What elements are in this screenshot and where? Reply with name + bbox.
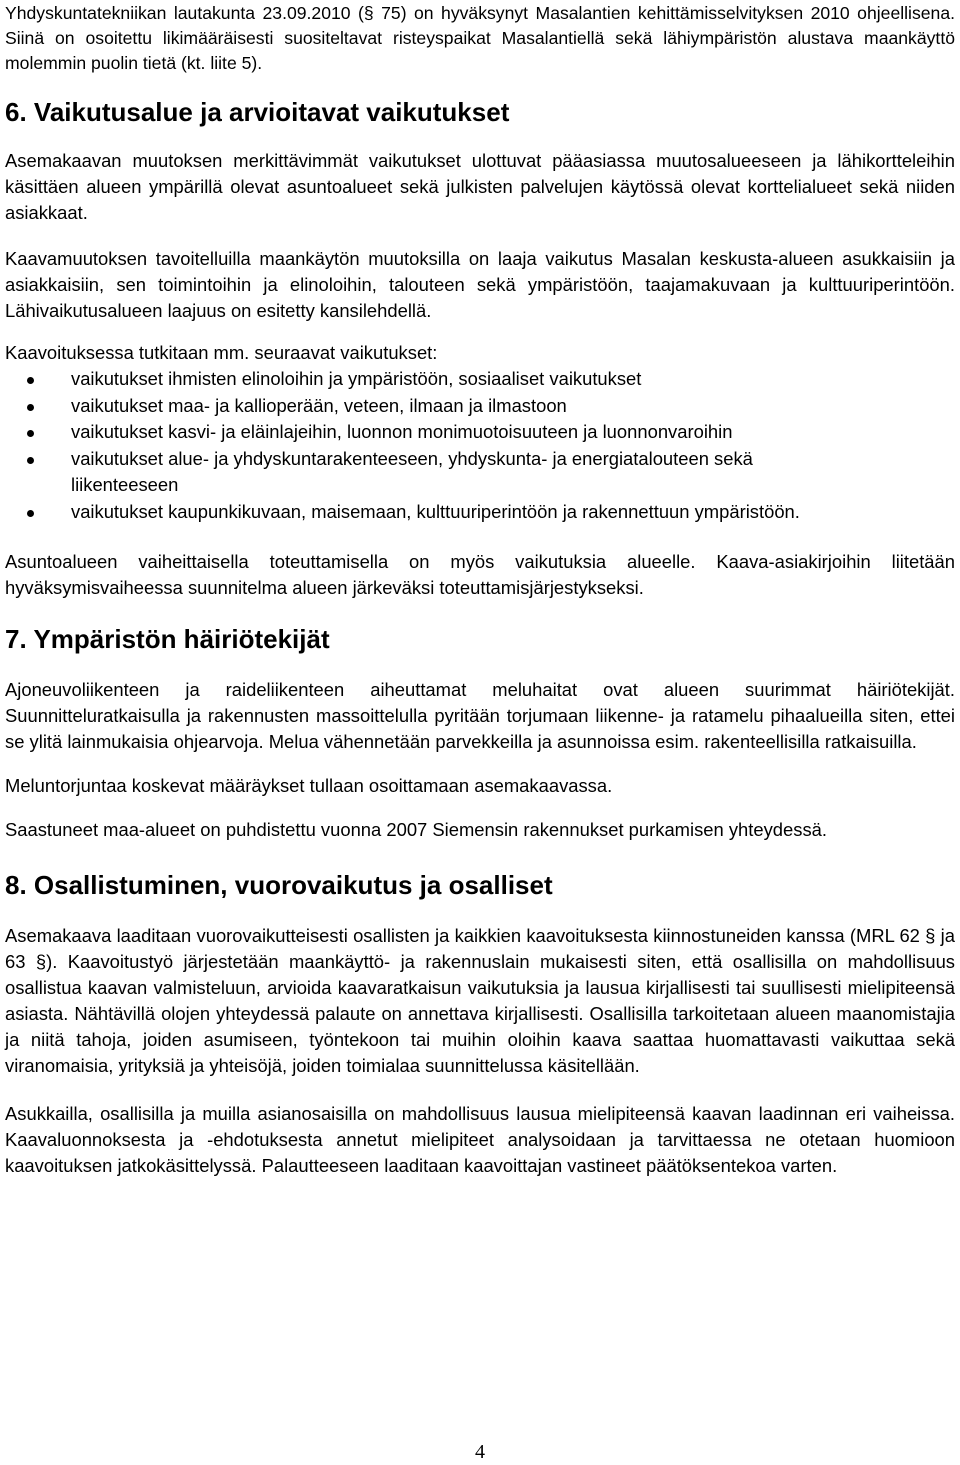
list-item <box>5 393 955 420</box>
section-7-paragraph-3: Saastuneet maa-alueet on puhdistettu vuonna 2007 Siemensin rakennukset purkamisen yhteydessä. <box>5 819 827 840</box>
list-item-text: vaikutukset alue- ja yhdyskuntarakenteeseen, yhdyskunta- ja energiatalouteen sekä liikenteeseen <box>71 447 753 495</box>
list-item-text: vaikutukset maa- ja kallioperään, veteen, ilmaan ja ilmastoon <box>71 394 567 416</box>
bullet-icon <box>27 457 34 464</box>
document-page <box>5 0 955 1179</box>
section-6-paragraph-3: Asuntoalueen vaiheittaisella toteuttamisella on myös vaikutuksia alueelle. Kaava-asiakirjoihin liitetään hyväksymisvaiheessa suunnitelma alueen järkeväksi toteuttamisjärjestykseksi. <box>5 551 955 598</box>
bullet-icon <box>27 510 34 517</box>
bullet-icon <box>27 430 34 437</box>
page-number: 4 <box>475 1441 485 1463</box>
section-7-heading: 7. Ympäristön häiriötekijät <box>5 624 330 654</box>
list-item <box>5 366 955 393</box>
section-6-list-intro: Kaavoituksessa tutkitaan mm. seuraavat vaikutukset: <box>5 342 438 363</box>
impact-list <box>5 366 955 525</box>
list-item-text: vaikutukset kaupunkikuvaan, maisemaan, kulttuuriperintöön ja rakennettuun ympäristöön. <box>71 500 800 522</box>
list-item <box>5 499 955 526</box>
section-6-heading: 6. Vaikutusalue ja arvioitavat vaikutukset <box>5 97 510 127</box>
section-8-paragraph-1: Asemakaava laaditaan vuorovaikutteisesti osallisten ja kaikkien kaavoituksesta kiinnostuneiden kanssa (MRL 62 § ja 63 §). Kaavoitustyö järjestetään maankäyttö- ja rakennuslain mukaisesti siten, että osallisilla on mahdollisuus osallistua kaavan valmisteluun, arvioida kaavaratkaisun vaikutuksia ja lausua kirjallisesti tai suullisesti mielipiteensä asiasta. Nähtävillä olojen yhteydessä palaute on annettava kirjallisesti. Osallisilla tarkoitetaan alueen maanomistajia ja niitä tahoja, joiden asumiseen, työntekoon tai muihin oloihin kaava saattaa huomattavasti vaikuttaa sekä viranomaisia, yrityksiä ja yhteisöjä, joiden toimialaa suunnittelussa käsitellään. <box>5 925 955 1076</box>
list-item-text: vaikutukset kasvi- ja eläinlajeihin, luonnon monimuotoisuuteen ja luonnonvaroihin <box>71 421 733 442</box>
section-7-paragraph-1: Ajoneuvoliikenteen ja raideliikenteen aiheuttamat meluhaitat ovat alueen suurimmat häiriötekijät. Suunnitteluratkaisulla ja rakennusten massoittelulla pyritään torjumaan liikenne- ja ratamelu pihaalueilla siten, ettei se ylitä lainmukaisia ohjearvoja. Melua vähennetään parvekkeilla ja asunnoissa esim. rakenteellisilla ratkaisuilla. <box>5 679 955 752</box>
section-8-heading: 8. Osallistuminen, vuorovaikutus ja osalliset <box>5 870 553 900</box>
bullet-icon <box>27 377 34 384</box>
list-item <box>5 446 955 499</box>
intro-paragraph: Yhdyskuntatekniikan lautakunta 23.09.2010 (§ 75) on hyväksynyt Masalantien kehittämisselvityksen 2010 ohjeellisena. Siinä on osoitettu likimääräisesti suositeltavat risteyspaikat Masalantiellä sekä lähiympäristön alustava maankäyttö molemmin puolin tietä (kt. liite 5). <box>5 3 955 73</box>
section-8-paragraph-2: Asukkailla, osallisilla ja muilla asianosaisilla on mahdollisuus lausua mielipiteensä kaavan laadinnan eri vaiheissa. Kaavaluonnoksesta ja -ehdotuksesta annetut mielipiteet analysoidaan ja tarvittaessa ne otetaan huomioon kaavoituksen jatkokäsittelyssä. Palautteeseen laaditaan kaavoittajan vastineet päätöksentekoa varten. <box>5 1103 955 1176</box>
section-6-paragraph-1: Asemakaavan muutoksen merkittävimmät vaikutukset ulottuvat pääasiassa muutosalueeseen ja lähikortteleihin käsittäen alueen ympärillä olevat asuntoalueet sekä julkisten palvelujen käytössä olevat korttelialueet sekä niiden asiakkaat. <box>5 150 955 223</box>
bullet-icon <box>27 404 34 411</box>
section-7-paragraph-2: Meluntorjuntaa koskevat määräykset tullaan osoittamaan asemakaavassa. <box>5 775 613 796</box>
list-item <box>5 419 955 446</box>
section-6-paragraph-2: Kaavamuutoksen tavoitelluilla maankäytön muutoksilla on laaja vaikutus Masalan keskusta-alueen asukkaisiin ja asiakkaisiin, sen toimintoihin ja elinoloihin, talouteen sekä ympäristöön, taajamakuvaan ja kulttuuriperintöön. Lähivaikutusalueen laajuus on esitetty kansilehdellä. <box>5 248 955 321</box>
list-item-text: vaikutukset ihmisten elinoloihin ja ympäristöön, sosiaaliset vaikutukset <box>71 368 642 389</box>
